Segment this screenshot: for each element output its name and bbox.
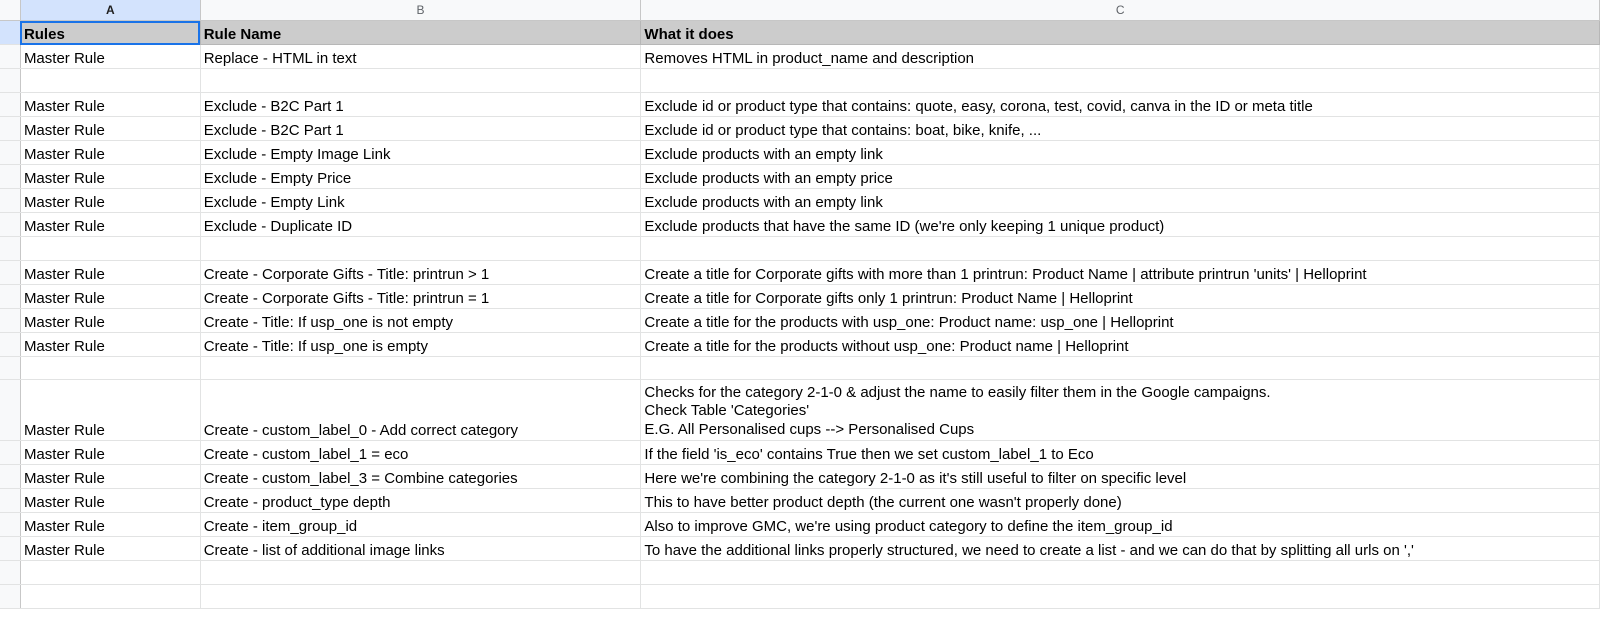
- header-cell-what-it-does[interactable]: What it does: [641, 21, 1600, 45]
- cell-rules[interactable]: Master Rule: [20, 93, 200, 117]
- cell-description[interactable]: [641, 357, 1600, 380]
- row-header[interactable]: [0, 93, 20, 117]
- cell-description[interactable]: [641, 69, 1600, 93]
- cell-rules[interactable]: Master Rule: [20, 465, 200, 489]
- description-line: Checks for the category 2-1-0 & adjust the name to easily filter them in the Google campaigns.: [644, 383, 1271, 401]
- cell-rule-name[interactable]: Create - item_group_id: [200, 513, 641, 537]
- cell-description[interactable]: Create a title for Corporate gifts with more than 1 printrun: Product Name | attribute printrun 'units' | Helloprint: [641, 261, 1600, 285]
- cell-description[interactable]: Exclude id or product type that contains: boat, bike, knife, ...: [641, 117, 1600, 141]
- select-all-corner[interactable]: [0, 0, 20, 21]
- cell-description[interactable]: Create a title for the products with usp_one: Product name: usp_one | Helloprint: [641, 309, 1600, 333]
- table-row: [0, 285, 1600, 309]
- cell-rules[interactable]: Master Rule: [20, 189, 200, 213]
- cell-rule-name[interactable]: Create - custom_label_3 = Combine categories: [200, 465, 641, 489]
- description-line: E.G. All Personalised cups --> Personalised Cups: [644, 420, 975, 438]
- cell-description[interactable]: Also to improve GMC, we're using product category to define the item_group_id: [641, 513, 1600, 537]
- cell-description[interactable]: [641, 561, 1600, 585]
- cell-rules[interactable]: Master Rule: [20, 141, 200, 165]
- cell-rule-name[interactable]: Exclude - Empty Image Link: [200, 141, 641, 165]
- row-header[interactable]: [0, 213, 20, 237]
- cell-description[interactable]: Exclude products with an empty link: [641, 141, 1600, 165]
- row-header[interactable]: [0, 21, 20, 45]
- cell-rules[interactable]: Master Rule: [20, 489, 200, 513]
- table-row: [0, 489, 1600, 513]
- cell-rules[interactable]: [20, 69, 200, 93]
- table-row: [0, 585, 1600, 609]
- cell-rules[interactable]: [20, 585, 200, 609]
- row-header[interactable]: [0, 69, 20, 93]
- row-header[interactable]: [0, 45, 20, 69]
- row-header[interactable]: [0, 189, 20, 213]
- column-header-b[interactable]: B: [200, 0, 641, 21]
- table-row: [0, 333, 1600, 357]
- row-header[interactable]: [0, 585, 20, 609]
- cell-rules[interactable]: Master Rule: [20, 117, 200, 141]
- row-header[interactable]: [0, 465, 20, 489]
- cell-description[interactable]: [641, 585, 1600, 609]
- table-row: [0, 441, 1600, 465]
- cell-description[interactable]: Exclude products with an empty price: [641, 165, 1600, 189]
- cell-rules[interactable]: Master Rule: [20, 285, 200, 309]
- cell-description[interactable]: Create a title for Corporate gifts only 1 printrun: Product Name | Helloprint: [641, 285, 1600, 309]
- table-row: [0, 380, 1600, 441]
- table-row: [0, 465, 1600, 489]
- cell-rule-name[interactable]: Create - custom_label_1 = eco: [200, 441, 641, 465]
- table-row: [0, 117, 1600, 141]
- cell-rule-name[interactable]: Create - custom_label_0 - Add correct category: [200, 380, 641, 441]
- cell-rules[interactable]: Master Rule: [20, 165, 200, 189]
- cell-rule-name[interactable]: Exclude - Duplicate ID: [200, 213, 641, 237]
- cell-rules[interactable]: Master Rule: [20, 513, 200, 537]
- header-cell-rule-name[interactable]: Rule Name: [200, 21, 641, 45]
- row-header[interactable]: [0, 357, 20, 380]
- header-cell-rules[interactable]: Rules: [20, 21, 200, 45]
- row-header[interactable]: [0, 285, 20, 309]
- row-header[interactable]: [0, 561, 20, 585]
- cell-rule-name[interactable]: [200, 357, 641, 380]
- cell-description[interactable]: If the field 'is_eco' contains True then we set custom_label_1 to Eco: [641, 441, 1600, 465]
- table-row: [0, 45, 1600, 69]
- row-header[interactable]: [0, 441, 20, 465]
- cell-description[interactable]: To have the additional links properly structured, we need to create a list - and we can do that by splitting all urls on ',': [641, 537, 1600, 561]
- row-header[interactable]: [0, 333, 20, 357]
- cell-rules[interactable]: [20, 357, 200, 380]
- table-row: [0, 261, 1600, 285]
- row-header[interactable]: [0, 237, 20, 261]
- cell-description[interactable]: [641, 380, 1600, 441]
- column-header-a[interactable]: A: [20, 0, 200, 21]
- cell-rules[interactable]: Master Rule: [20, 261, 200, 285]
- cell-rules[interactable]: Master Rule: [20, 309, 200, 333]
- row-header[interactable]: [0, 489, 20, 513]
- cell-description[interactable]: Removes HTML in product_name and description: [641, 45, 1600, 69]
- cell-rule-name[interactable]: Create - Corporate Gifts - Title: printrun = 1: [200, 285, 641, 309]
- cell-rule-name[interactable]: [200, 237, 641, 261]
- cell-rules[interactable]: Master Rule: [20, 537, 200, 561]
- row-header[interactable]: [0, 380, 20, 441]
- cell-rule-name[interactable]: Create - product_type depth: [200, 489, 641, 513]
- row-header[interactable]: [0, 513, 20, 537]
- table-row: [0, 69, 1600, 93]
- column-header-row: [0, 0, 1600, 21]
- cell-description[interactable]: Here we're combining the category 2-1-0 as it's still useful to filter on specific level: [641, 465, 1600, 489]
- cell-rule-name[interactable]: Create - Title: If usp_one is empty: [200, 333, 641, 357]
- table-row: [0, 93, 1600, 117]
- column-header-c[interactable]: C: [641, 0, 1600, 21]
- table-row: [0, 309, 1600, 333]
- cell-rule-name[interactable]: [200, 585, 641, 609]
- table-row: [0, 513, 1600, 537]
- cell-rule-name[interactable]: Create - Corporate Gifts - Title: printrun > 1: [200, 261, 641, 285]
- cell-rules[interactable]: Master Rule: [20, 213, 200, 237]
- cell-rule-name[interactable]: [200, 69, 641, 93]
- cell-description[interactable]: Exclude products that have the same ID (we're only keeping 1 unique product): [641, 213, 1600, 237]
- cell-rule-name[interactable]: Exclude - Empty Price: [200, 165, 641, 189]
- cell-rule-name[interactable]: Exclude - B2C Part 1: [200, 93, 641, 117]
- cell-description[interactable]: Exclude products with an empty link: [641, 189, 1600, 213]
- table-row: [0, 213, 1600, 237]
- table-row: [0, 165, 1600, 189]
- table-row: [0, 561, 1600, 585]
- cell-rule-name[interactable]: Create - list of additional image links: [200, 537, 641, 561]
- row-header[interactable]: [0, 165, 20, 189]
- cell-description[interactable]: Exclude id or product type that contains: quote, easy, corona, test, covid, canva in the ID or meta title: [641, 93, 1600, 117]
- cell-description[interactable]: [641, 237, 1600, 261]
- table-row: [0, 537, 1600, 561]
- cell-rules[interactable]: Master Rule: [20, 441, 200, 465]
- cell-rule-name[interactable]: Exclude - B2C Part 1: [200, 117, 641, 141]
- cell-rule-name[interactable]: Create - Title: If usp_one is not empty: [200, 309, 641, 333]
- row-header[interactable]: [0, 261, 20, 285]
- cell-description[interactable]: Create a title for the products without usp_one: Product name | Helloprint: [641, 333, 1600, 357]
- table-row: [0, 357, 1600, 380]
- cell-rules[interactable]: Master Rule: [20, 380, 200, 441]
- cell-rules[interactable]: Master Rule: [20, 45, 200, 69]
- cell-description[interactable]: This to have better product depth (the current one wasn't properly done): [641, 489, 1600, 513]
- description-line: Check Table 'Categories': [644, 402, 810, 419]
- row-header[interactable]: [0, 537, 20, 561]
- cell-rules[interactable]: [20, 237, 200, 261]
- row-header[interactable]: [0, 309, 20, 333]
- header-row: [0, 21, 1600, 45]
- row-header[interactable]: [0, 141, 20, 165]
- table-row: [0, 189, 1600, 213]
- cell-rules[interactable]: [20, 561, 200, 585]
- cell-rule-name[interactable]: Exclude - Empty Link: [200, 189, 641, 213]
- table-row: [0, 237, 1600, 261]
- table-row: [0, 141, 1600, 165]
- cell-rules[interactable]: Master Rule: [20, 333, 200, 357]
- row-header[interactable]: [0, 117, 20, 141]
- cell-rule-name[interactable]: Replace - HTML in text: [200, 45, 641, 69]
- cell-rule-name[interactable]: [200, 561, 641, 585]
